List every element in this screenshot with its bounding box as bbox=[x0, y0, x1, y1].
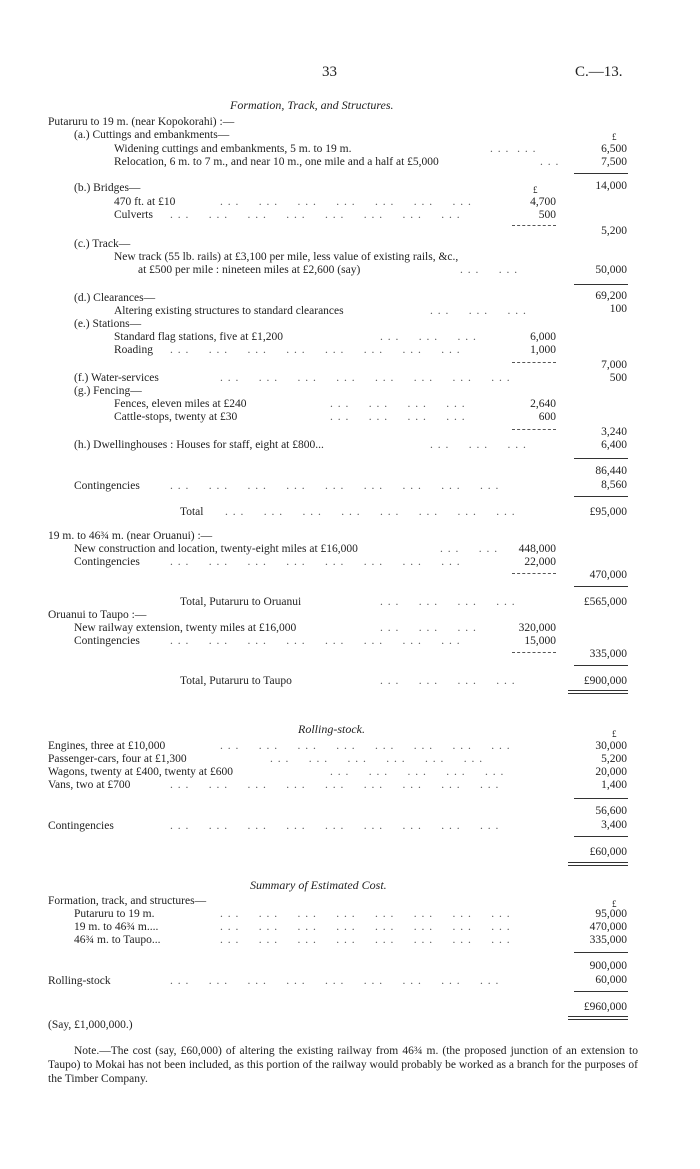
item-g-label: (g.) Fencing— bbox=[74, 385, 142, 397]
leader-dots: . . . . . . . . . . . . bbox=[380, 596, 516, 608]
summary-heading: Formation, track, and structures— bbox=[48, 895, 207, 907]
subtotal-2: 86,440 bbox=[595, 465, 627, 477]
rolling-item-label: Engines, three at £10,000 bbox=[48, 740, 166, 752]
currency-mark: £ bbox=[533, 185, 538, 195]
item-c-total: 50,000 bbox=[595, 264, 627, 276]
leader-dots: . . . . . . . . . . . . . . . . . . . . . . . . . . . bbox=[170, 820, 500, 832]
item-c1-line1: New track (55 lb. rails) at £3,100 per mile, less value of existing rails, &c., bbox=[114, 251, 459, 263]
leader-dots: . . . . . . . . . bbox=[380, 622, 477, 634]
item-d1-label: Altering existing structures to standard clearances bbox=[114, 305, 344, 317]
summary-subtotal: 900,000 bbox=[589, 960, 627, 972]
double-rule bbox=[568, 690, 628, 694]
sum-rule bbox=[512, 573, 556, 574]
item-e2-value: 1,000 bbox=[530, 344, 556, 356]
summary-item-label: 46¾ m. to Taupo... bbox=[74, 934, 161, 946]
item-c1-line2: at £500 per mile : nineteen miles at £2,600 (say) bbox=[138, 264, 361, 276]
taupo-total-value: £900,000 bbox=[583, 675, 627, 687]
rolling-total: £60,000 bbox=[589, 846, 627, 858]
leader-dots: . . . . . . . . . . . . . . . bbox=[330, 766, 505, 778]
leader-dots: . . . . . . . . . . . . . . . . . . . . . . . . bbox=[170, 209, 461, 221]
rolling-contingencies-value: 3,400 bbox=[601, 819, 627, 831]
oruanui-sum: 470,000 bbox=[589, 569, 627, 581]
item-b2-value: 500 bbox=[538, 209, 556, 221]
item-h-total: 6,400 bbox=[601, 439, 627, 451]
sum-rule bbox=[512, 225, 556, 226]
leader-dots: . . . . . . . . . . . . . . . . . . . . . . . . bbox=[170, 344, 461, 356]
rolling-subtotal: 56,600 bbox=[595, 805, 627, 817]
leader-dots: . . . . . . . . . . . . . . . . . . . . . . . . bbox=[220, 372, 511, 384]
item-e1-value: 6,000 bbox=[530, 331, 556, 343]
item-b2-label: Culverts bbox=[114, 209, 153, 221]
grand-total: £960,000 bbox=[583, 1001, 627, 1013]
leader-dots: . . . . . . . . . . . . . . . . . . . . . . . . bbox=[170, 556, 461, 568]
summary-item-value: 95,000 bbox=[595, 908, 627, 920]
rolling-contingencies-label: Contingencies bbox=[48, 820, 114, 832]
summary-item-value: 470,000 bbox=[589, 921, 627, 933]
leader-dots: . . . . . . . . . . . . . . . . . . . . . . . . bbox=[170, 635, 461, 647]
oruanui-heading: 19 m. to 46¾ m. (near Oruanui) :— bbox=[48, 530, 213, 542]
leader-dots: . . . . . . . . . bbox=[430, 439, 527, 451]
leader-dots: . . . . . . . . . bbox=[380, 331, 477, 343]
item-d-total: 100 bbox=[609, 303, 627, 315]
contingencies-label: Contingencies bbox=[74, 480, 140, 492]
leader-dots: . . . . . . bbox=[490, 143, 537, 155]
rolling-item-value: 20,000 bbox=[595, 766, 627, 778]
item-h-label: (h.) Dwellinghouses : Houses for staff, eight at £800... bbox=[74, 439, 324, 451]
leader-dots: . . . . . . . . . . . . . . . . . . . . . . . . . . . bbox=[170, 779, 500, 791]
item-b-label: (b.) Bridges— bbox=[74, 182, 141, 194]
sum-rule bbox=[574, 458, 628, 459]
sum-rule bbox=[574, 836, 628, 837]
rolling-item-label: Vans, two at £700 bbox=[48, 779, 131, 791]
rolling-item-value: 1,400 bbox=[601, 779, 627, 791]
currency-mark: £ bbox=[612, 132, 617, 142]
leader-dots: . . . . . . . . . . . . bbox=[380, 675, 516, 687]
sum-rule bbox=[574, 798, 628, 799]
double-rule bbox=[568, 862, 628, 866]
item-g1-label: Fences, eleven miles at £240 bbox=[114, 398, 247, 410]
item-g2-value: 600 bbox=[538, 411, 556, 423]
item-a2-value: 7,500 bbox=[601, 156, 627, 168]
sum-rule bbox=[512, 429, 556, 430]
item-b-total: 5,200 bbox=[601, 225, 627, 237]
say-total: (Say, £1,000,000.) bbox=[48, 1019, 133, 1031]
summary-item-value: 335,000 bbox=[589, 934, 627, 946]
item-a1-value: 6,500 bbox=[601, 143, 627, 155]
leader-dots: . . . . . . . . . . . . . . . . . . bbox=[270, 753, 484, 765]
item-e-total: 7,000 bbox=[601, 359, 627, 371]
item-a-total: 14,000 bbox=[595, 180, 627, 192]
sum-rule bbox=[574, 284, 628, 285]
total-value: £95,000 bbox=[589, 506, 627, 518]
leader-dots: . . . . . . . . . . . . . . . . . . . . . . . . bbox=[220, 908, 511, 920]
rolling-item-value: 5,200 bbox=[601, 753, 627, 765]
currency-mark: £ bbox=[612, 899, 617, 909]
taupo-total-label: Total, Putaruru to Taupo bbox=[180, 675, 292, 687]
taupo-sum: 335,000 bbox=[589, 648, 627, 660]
rolling-item-value: 30,000 bbox=[595, 740, 627, 752]
double-rule bbox=[568, 1016, 628, 1020]
rolling-item-label: Wagons, twenty at £400, twenty at £600 bbox=[48, 766, 233, 778]
footnote: Note.—The cost (say, £60,000) of altering the existing railway from 46¾ m. (the proposed junction of an extension to Taupo) to Mokai has not been included, as this portion of the railway would probably be worked as a branch for the purposes of the Timber Company. bbox=[48, 1045, 638, 1085]
item-a2-label: Relocation, 6 m. to 7 m., and near 10 m., one mile and a half at £5,000 bbox=[114, 156, 439, 168]
taupo-heading: Oruanui to Taupo :— bbox=[48, 609, 147, 621]
document-reference: C.—13. bbox=[575, 64, 623, 80]
item-g1-value: 2,640 bbox=[530, 398, 556, 410]
sum-rule bbox=[512, 362, 556, 363]
item-f-total: 500 bbox=[609, 372, 627, 384]
item-e1-label: Standard flag stations, five at £1,200 bbox=[114, 331, 283, 343]
sum-rule bbox=[574, 173, 628, 174]
taupo-item2-label: Contingencies bbox=[74, 635, 140, 647]
section-heading-summary: Summary of Estimated Cost. bbox=[250, 878, 387, 892]
item-b1-label: 470 ft. at £10 bbox=[114, 196, 176, 208]
putaruru-heading: Putaruru to 19 m. (near Kopokorahi) :— bbox=[48, 116, 235, 128]
oruanui-item2-value: 22,000 bbox=[524, 556, 556, 568]
item-c-label: (c.) Track— bbox=[74, 238, 131, 250]
rolling-item-label: Passenger-cars, four at £1,300 bbox=[48, 753, 187, 765]
leader-dots: . . . bbox=[540, 156, 560, 168]
oruanui-item1-value: 448,000 bbox=[518, 543, 556, 555]
leader-dots: . . . . . . . . . . . . . . . . . . . . . . . . bbox=[220, 934, 511, 946]
sum-rule bbox=[574, 952, 628, 953]
sum-rule bbox=[574, 496, 628, 497]
subtotal-1: 69,200 bbox=[595, 290, 627, 302]
taupo-item1-label: New railway extension, twenty miles at £16,000 bbox=[74, 622, 297, 634]
item-a1-label: Widening cuttings and embankments, 5 m. to 19 m. bbox=[114, 143, 352, 155]
leader-dots: . . . . . . . . . . . . bbox=[330, 398, 466, 410]
taupo-item2-value: 15,000 bbox=[524, 635, 556, 647]
oruanui-item2-label: Contingencies bbox=[74, 556, 140, 568]
item-a-label: (a.) Cuttings and embankments— bbox=[74, 129, 230, 141]
leader-dots: . . . . . . . . . . . . . . . . . . . . . bbox=[220, 196, 472, 208]
leader-dots: . . . . . . . . . bbox=[430, 305, 527, 317]
page-number: 33 bbox=[322, 64, 337, 80]
sum-rule bbox=[512, 652, 556, 653]
summary-item-label: 19 m. to 46¾ m.... bbox=[74, 921, 159, 933]
summary-rolling-value: 60,000 bbox=[595, 974, 627, 986]
leader-dots: . . . . . . . . . . . . . . . . . . . . . . . . . . . bbox=[170, 480, 500, 492]
item-b1-value: 4,700 bbox=[530, 196, 556, 208]
currency-mark: £ bbox=[612, 729, 617, 739]
item-g-total: 3,240 bbox=[601, 426, 627, 438]
leader-dots: . . . . . . . . . . . . . . . . . . . . . . . . bbox=[220, 740, 511, 752]
contingencies-value: 8,560 bbox=[601, 479, 627, 491]
oruanui-total-label: Total, Putaruru to Oruanui bbox=[180, 596, 302, 608]
item-d-label: (d.) Clearances— bbox=[74, 292, 156, 304]
leader-dots: . . . . . . bbox=[440, 543, 499, 555]
oruanui-total-value: £565,000 bbox=[583, 596, 627, 608]
leader-dots: . . . . . . . . . . . . bbox=[330, 411, 466, 423]
leader-dots: . . . . . . . . . . . . . . . . . . . . . . . . bbox=[220, 921, 511, 933]
item-e2-label: Roading bbox=[114, 344, 153, 356]
sum-rule bbox=[574, 991, 628, 992]
leader-dots: . . . . . . bbox=[460, 264, 519, 276]
summary-item-label: Putaruru to 19 m. bbox=[74, 908, 155, 920]
section-heading-formation: Formation, Track, and Structures. bbox=[230, 98, 394, 112]
item-f-label: (f.) Water-services bbox=[74, 372, 159, 384]
oruanui-item1-label: New construction and location, twenty-eight miles at £16,000 bbox=[74, 543, 358, 555]
taupo-item1-value: 320,000 bbox=[518, 622, 556, 634]
sum-rule bbox=[574, 665, 628, 666]
item-e-label: (e.) Stations— bbox=[74, 318, 142, 330]
summary-rolling-label: Rolling-stock bbox=[48, 975, 111, 987]
item-g2-label: Cattle-stops, twenty at £30 bbox=[114, 411, 238, 423]
section-heading-rolling-stock: Rolling-stock. bbox=[298, 722, 365, 736]
leader-dots: . . . . . . . . . . . . . . . . . . . . . . . . bbox=[225, 506, 516, 518]
total-label: Total bbox=[180, 506, 204, 518]
leader-dots: . . . . . . . . . . . . . . . . . . . . . . . . . . . bbox=[170, 975, 500, 987]
sum-rule bbox=[574, 586, 628, 587]
